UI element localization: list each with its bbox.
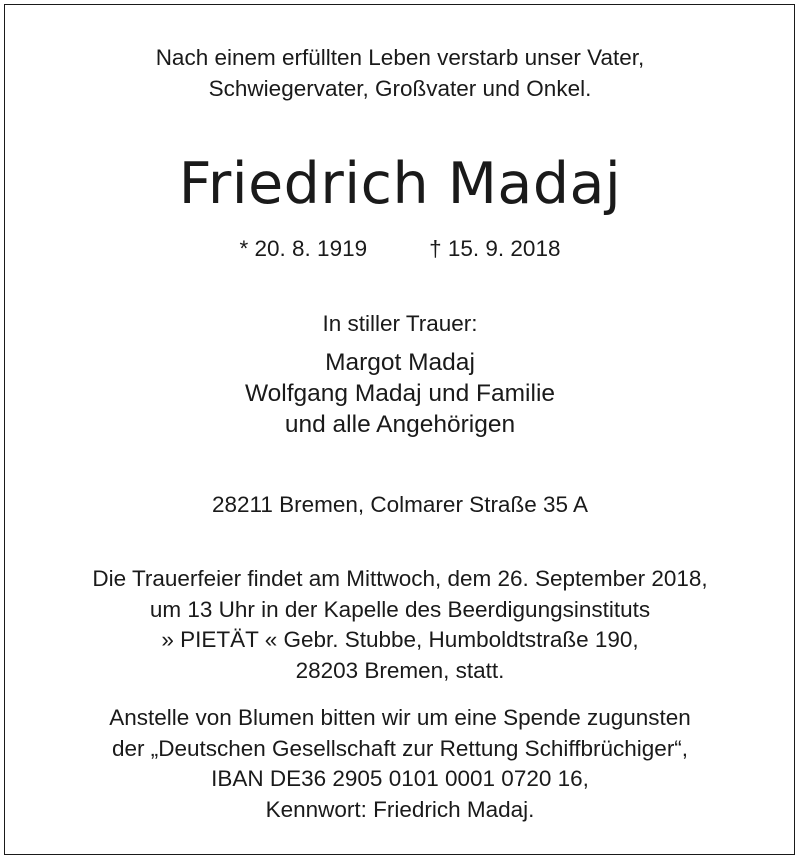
mourner-name: und alle Angehörigen xyxy=(284,411,516,438)
donation-line: IBAN DE36 2905 0101 0001 0720 16, xyxy=(211,766,589,791)
donation-line: Anstelle von Blumen bitten wir um eine Spende zugunsten xyxy=(109,705,691,730)
mourner-name: Margot Madaj xyxy=(325,349,475,376)
donation-line: der „Deutschen Gesellschaft zur Rettung Schiffbrüchiger“, xyxy=(111,735,689,761)
mourner-name: Wolfgang Madaj und Familie xyxy=(244,380,556,407)
service-line: Die Trauerfeier findet am Mittwoch, dem 26. September 2018, xyxy=(92,566,708,591)
service-line: » PIETÄT « Gebr. Stubbe, Humboldtstraße 190, xyxy=(161,627,639,652)
donation-info xyxy=(0,703,800,825)
donation-line: Kennwort: Friedrich Madaj. xyxy=(265,796,535,822)
deceased-name: Friedrich Madaj xyxy=(178,151,622,217)
intro-line: Nach einem erfüllten Leben verstarb unser Vater, xyxy=(155,45,645,70)
death-date: † 15. 9. 2018 xyxy=(429,236,561,261)
mourners-list xyxy=(0,347,800,440)
service-line: um 13 Uhr in der Kapelle des Beerdigungsinstituts xyxy=(149,596,651,622)
family-address: 28211 Bremen, Colmarer Straße 35 A xyxy=(211,492,589,517)
funeral-service-info xyxy=(0,564,800,686)
mourning-heading: In stiller Trauer: xyxy=(322,311,478,336)
service-line: 28203 Bremen, statt. xyxy=(295,657,505,683)
intro-line: Schwiegervater, Großvater und Onkel. xyxy=(208,76,592,101)
birth-date: * 20. 8. 1919 xyxy=(239,236,368,261)
intro-text xyxy=(0,42,800,104)
life-dates xyxy=(0,235,800,263)
